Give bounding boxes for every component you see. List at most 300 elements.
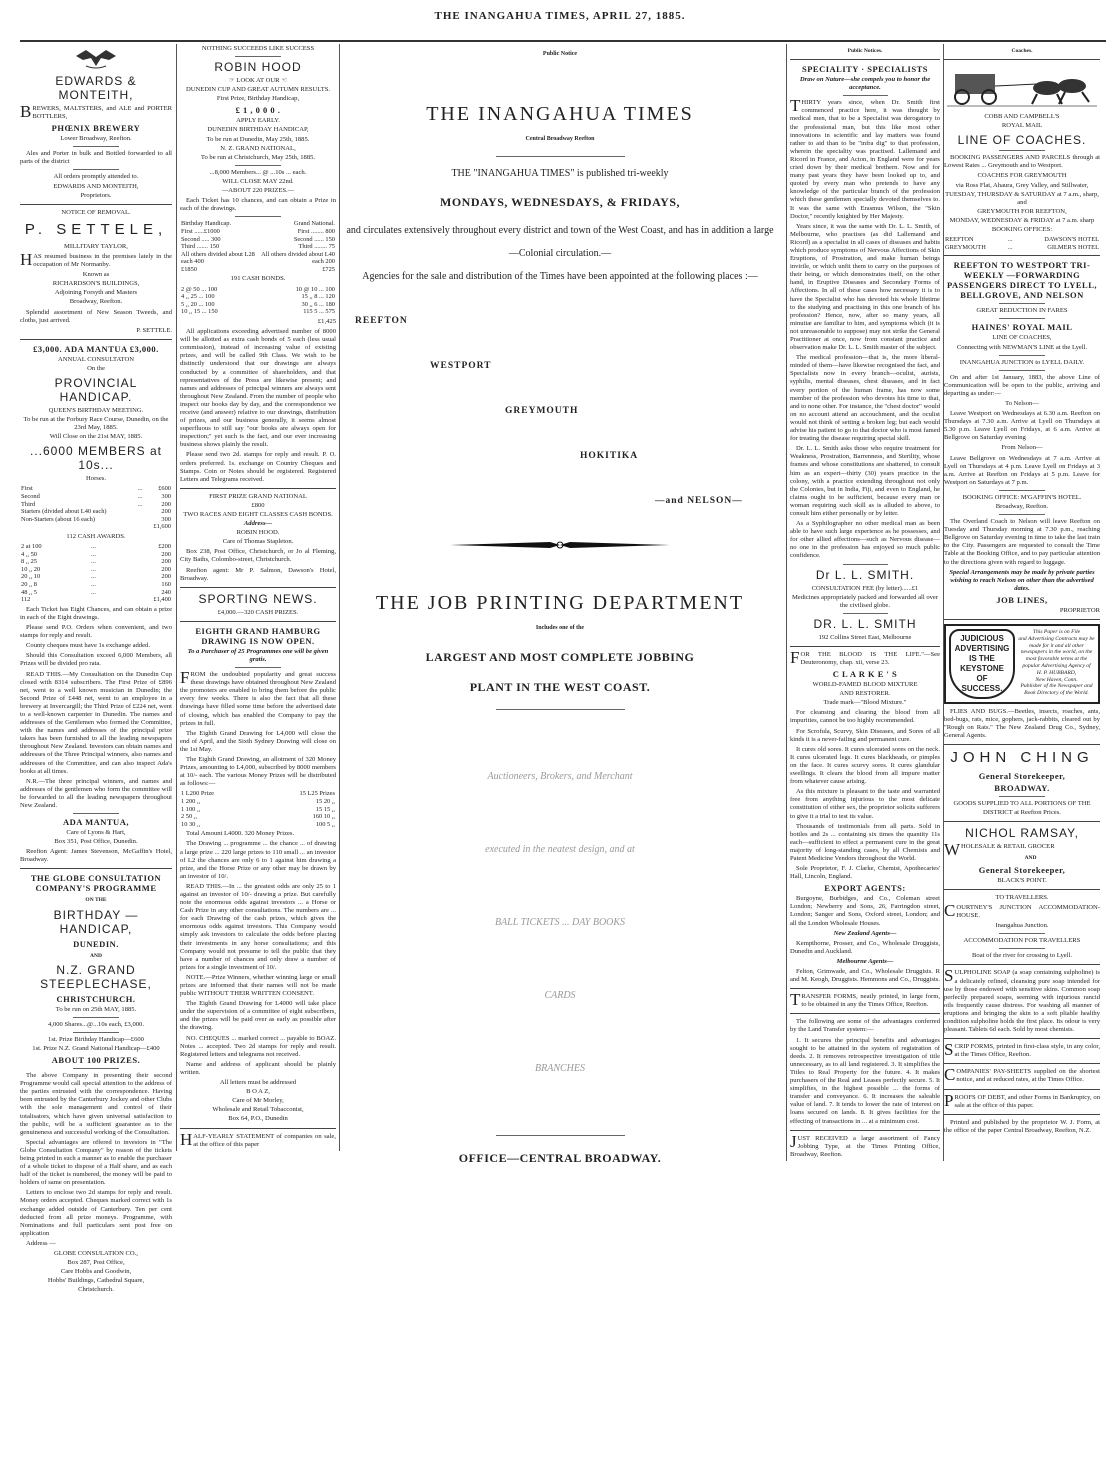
paragraph: As a Syphilographer no other medical man as been able to have such large experience as he possesses, and for other allied affections—such as Nervous disease—no one in the profession has enjoyed so much public confidence. xyxy=(790,520,940,560)
divider-rule xyxy=(73,169,119,170)
headline: THE INANGAHUA TIMES xyxy=(426,103,694,125)
centered-text: LINE OF COACHES, xyxy=(992,334,1052,342)
table-row xyxy=(180,266,336,274)
divider-rule xyxy=(496,156,625,157)
table-cell: 4 ,, 50 xyxy=(21,550,37,558)
centered-text: Hobbs' Buildings, Cathedral Square, xyxy=(47,1277,145,1285)
centered-text: 191 CASH BONDS. xyxy=(230,275,286,283)
paragraph: Reefton Agent: James Stevenson, McGaffin's Hotel, Broadway. xyxy=(20,848,172,864)
divider-rule xyxy=(944,1089,1100,1090)
centered-text: N. Z. GRAND NATIONAL, xyxy=(220,144,296,152)
centered-text: GLOBE CONSULATION CO., xyxy=(54,1250,138,1257)
centered-text: DUNEDIN CUP AND GREAT AUTUMN RESULTS. xyxy=(185,86,331,94)
display-headline: P. SETTELE, xyxy=(24,220,168,238)
centered-text: ☞ LOOK AT OUR ☜ xyxy=(228,77,288,85)
table-row xyxy=(180,806,336,814)
section-label: Public Notices. xyxy=(847,48,883,54)
table-row xyxy=(20,566,172,574)
agency-place: REEFTON xyxy=(355,316,408,326)
paragraph: NO. CHEQUES ... marked correct ... payable to BOAZ. Notes ... accepted. Two 2d stamps for reply and result. Registered letters and telegrams not received. xyxy=(180,1034,336,1058)
centered-text: THE "INANGAHUA TIMES" is published tri-weekly xyxy=(451,168,669,179)
headline: PROVINCIAL HANDICAP. xyxy=(54,375,138,404)
divider-rule xyxy=(843,564,888,565)
centered-text: B O A Z, xyxy=(246,1088,270,1096)
table-cell: 10 ,, 15 ... 150 xyxy=(181,308,218,316)
centered-text: Will Close on the 21st MAY, 1885. xyxy=(49,433,143,441)
centered-text: NOTICE OF REMOVAL. xyxy=(61,208,131,216)
table-row xyxy=(944,244,1100,252)
centered-text: Inangahua Junction. xyxy=(995,922,1049,930)
signature-line: £1,425 xyxy=(317,317,336,325)
table-cell: 100 5 ,, xyxy=(315,820,335,828)
paragraph: Splendid assortment of New Season Tweeds, and cloths, just arrived. xyxy=(20,308,172,324)
paragraph: The Eighth Grand Drawing for L4000 will take place under the supervision of a committee of eight subscribers, and the prizes will be paid over as early as possible after the drawing. xyxy=(180,1000,336,1032)
centered-text: EDWARDS AND MONTEITH, xyxy=(53,182,139,190)
divider-rule xyxy=(20,204,172,205)
centered-text: On the xyxy=(87,364,105,372)
centered-text: FIRST PRIZE GRAND NATIONAL xyxy=(209,492,307,500)
centered-text: £800 xyxy=(251,501,265,509)
section-label: AND xyxy=(90,952,102,959)
centered-text: Horses. xyxy=(86,475,106,483)
table-row xyxy=(20,581,172,589)
paragraph: Each Ticket has 10 chances, and can obtain a Prize in each of the drawings. xyxy=(180,197,336,213)
table-row xyxy=(20,551,172,559)
centered-text: Care of Thomas Stapleton. xyxy=(222,538,294,546)
divider-rule xyxy=(843,95,888,96)
divider-rule xyxy=(999,948,1046,949)
headline: NICHOL RAMSAY, xyxy=(965,825,1079,840)
centered-text: Trade mark—"Blood Mixture." xyxy=(823,699,907,707)
signature-line: P. SETTELE. xyxy=(136,326,172,334)
table-row xyxy=(20,573,172,581)
table-cell: All others divided about L28 each 400 xyxy=(181,250,255,266)
table-cell: 2 @ 50 ... 100 xyxy=(181,285,218,293)
table-cell: ... xyxy=(1007,243,1013,251)
centered-text: —ABOUT 220 PRIZES.— xyxy=(221,187,295,195)
table-cell: 1 L200 Prize xyxy=(181,790,215,798)
centered-text: Boat of the river for crossing to Lyell. xyxy=(972,952,1072,960)
table-cell: Non-Starters (about 16 each) xyxy=(21,515,95,523)
table-cell: Third xyxy=(21,500,36,508)
centered-text: Known as xyxy=(82,271,110,279)
table-cell: 4 ,, 25 ... 100 xyxy=(181,293,215,301)
ornamental-divider xyxy=(345,540,775,550)
divider-rule xyxy=(944,59,1100,60)
faded-text: Auctioneers, Brokers, and Merchant xyxy=(487,771,633,782)
table-row xyxy=(20,516,172,524)
paragraph: N.R.—The three principal winners, and names and addresses of the gentlemen who form the committee will be forwarded to all the leading newspapers throughout New Zealand. xyxy=(20,777,172,809)
table-cell: £1,600 xyxy=(153,523,171,531)
centered-text: GOODS SUPPLIED TO ALL PORTIONS OF THE DISTRICT at Reefton Prices. xyxy=(953,800,1091,816)
paragraph: The Overland Coach to Nelson will leave Reefton on Tuesday and Thursday morning at 7.30 p.m., reaching Bellgrove on Saturday evening in time to take the last train to the City. Passengers are requested to consult the Time Table at the Booking Office, and to pay particular attention to the directions given with regard to luggage. xyxy=(944,518,1100,566)
centered-text: via Ross Flat, Ahaura, Grey Valley, and Stillwater, xyxy=(955,181,1089,189)
paragraph-dropcap: HAS resumed business in the premises lately in the occupation of Mr Normanby. xyxy=(20,249,172,269)
table-row xyxy=(180,798,336,806)
centered-text: CONSULTATION FEE (by letter)......£1 xyxy=(811,584,919,592)
paragraph: The medical profession—that is, the more liberal-minded of them—have likewise recognised the fact, and Specialists now in every branch—oculist, aurists, syphilis, mental diseases, chest diseases, and in fact every portion of the human frame, has now some member of the profession who devotes his time to that, and to none other. For instance, the "chest doctor" would on no account attend an accouchment, and the oculist would not think of setting a broken leg; but each would advise his patient to go to that doctor who is most famed for treating the disease requiring special skill. xyxy=(790,354,940,443)
table-row xyxy=(20,589,172,597)
table-cell: Birthday Handicap. xyxy=(181,220,232,228)
paragraph-dropcap: FOR THE BLOOD IS THE LIFE."—See Deuteronomy, chap. xii, verse 23. xyxy=(790,647,940,667)
table-cell: ... xyxy=(91,558,96,566)
divider-rule xyxy=(20,868,172,869)
headline: ROBIN HOOD xyxy=(214,60,302,75)
table-cell: 240 xyxy=(161,588,171,596)
table-cell: 5 ,, 20 ... 100 xyxy=(181,300,215,308)
centered-text: To be run on 25th MAY, 1885. xyxy=(55,1005,137,1013)
prize-table xyxy=(20,485,172,531)
table-cell: 200 xyxy=(161,508,171,516)
section-label: Includes one of the xyxy=(535,625,585,631)
table-cell: 112 xyxy=(21,596,31,604)
section-label: ON THE xyxy=(85,897,107,904)
table-row xyxy=(180,821,336,829)
centered-text: 1st. Prize Birthday Handicap—£600 xyxy=(48,1035,144,1043)
table-cell: 15 ,, 8 ... 120 xyxy=(301,293,335,301)
prize-table xyxy=(180,220,336,273)
divider-rule xyxy=(999,370,1046,371)
headline: Dr L. L. SMITH. xyxy=(815,567,915,582)
paragraph: Address — xyxy=(26,1239,56,1247)
divider-rule xyxy=(235,56,282,57)
column-center-notice xyxy=(345,44,775,1180)
divider-rule xyxy=(235,667,282,668)
table-cell: Second xyxy=(21,493,40,501)
paragraph: Dr. L. L. Smith asks those who require treatment for Weakness, Prostration, Barrenness, and Sterility, whose frames and whose constitutions are shattered, to consult him as an expert—thirty (30) years practice in the colony, with a practice extending throughout not only the Colonies, but in India, Fiji, and even to England, he claims ought to be sufficient, because every man or woman requiring such skill as is alluded to above, to consult him either personally or by letter. xyxy=(790,445,940,517)
table-row xyxy=(20,558,172,566)
subheadline: General Storekeeper, xyxy=(978,771,1066,782)
table-cell: First ......£1000 xyxy=(181,227,220,235)
paragraph: Special advantages are offered to investors in "The Globe Consultation Company" by reason of the tickets being printed in such a manner as to enable the purchaser of a whole ticket to dispose of a Half share, and as each half of the ticket is numbered, the money will be paid to holders of same on presentation. xyxy=(20,1138,172,1187)
table-row xyxy=(944,236,1100,244)
centered-text: MONDAY, WEDNESDAY & FRIDAY at 7 a.m. sharp xyxy=(949,216,1095,224)
divider-rule xyxy=(790,1130,940,1131)
table-cell xyxy=(20,523,137,531)
ad-line: OF xyxy=(976,674,988,684)
masthead-rule xyxy=(20,40,1106,42)
centered-text: To Nelson— xyxy=(1005,399,1039,407)
faded-text: executed in the neatest design, and at xyxy=(485,844,635,855)
table-cell xyxy=(137,508,146,516)
centered-text: To be run at the Forbury Race Course, Dunedin, on the 23rd May, 1885. xyxy=(23,416,169,432)
centered-text: RICHARDSON'S BUILDINGS, xyxy=(52,280,140,288)
table-cell: Third ........ 75 xyxy=(298,243,335,251)
divider-rule xyxy=(999,514,1046,515)
table-cell: 200 xyxy=(161,500,171,508)
paragraph: Each Ticket has Eight Chances, and can obtain a prize in each of the Eight drawings. xyxy=(20,605,172,621)
table-row xyxy=(180,251,336,266)
table-row xyxy=(180,301,336,309)
centered-text: All letters must be addressed xyxy=(219,1079,297,1087)
centered-text: ROBIN HOOD. xyxy=(236,529,280,537)
centered-text: INANGAHUA JUNCTION to LYELL DAILY. xyxy=(959,358,1085,366)
divider-rule xyxy=(999,150,1046,151)
paragraph-dropcap: SCRIP FORMS, printed in first-class style, in any color, at the Times Office, Reefton. xyxy=(944,1040,1100,1060)
table-row xyxy=(20,543,172,551)
table-cell: Starters (divided about L40 each) xyxy=(21,508,107,516)
table-cell: 200 xyxy=(161,573,171,581)
divider-rule xyxy=(843,613,888,614)
prize-table xyxy=(20,543,172,604)
table-cell: 10 @ 10 ... 100 xyxy=(295,285,335,293)
table-cell: ... xyxy=(1007,236,1013,244)
italic-text: Special Arrangements may be made by private parties wishing to reach Nelson on other than the advertised dates. xyxy=(949,568,1095,592)
table-cell: 2 at 100 xyxy=(21,543,42,551)
table-cell: Third ....... 150 xyxy=(181,243,220,251)
centered-text: Connecting with NEWMAN'S LINE at the Lyell. xyxy=(956,343,1088,351)
table-row xyxy=(180,243,336,251)
agency-place: —and NELSON— xyxy=(655,496,743,506)
paragraph: It cures old sores. It cures ulcerated sores on the neck. It cures ulcerated legs. It cures blackheads, or pimples on the face. It cures scurvy sores. It cures glandular swellings. It clears the blood from all impure matter from whatever cause arising. xyxy=(790,745,940,786)
ad-line: IS THE xyxy=(969,654,995,664)
table-cell: ... xyxy=(91,543,96,551)
prize-table xyxy=(944,236,1100,251)
table-cell: 8 ,, 25 xyxy=(21,558,37,566)
paragraph: Felton, Grimwade, and Co., Wholesale Druggists. R and M. Keogh, Druggists. Hemmons and Co., Druggists. xyxy=(790,968,941,984)
centered-text: 1st. Prize N.Z. Grand National Handicap—£400 xyxy=(32,1044,160,1052)
headline: LINE OF COACHES. xyxy=(957,133,1087,148)
table-cell: 200 xyxy=(161,550,171,558)
paragraph: Printed and published by the proprietor W. J. Form, at the office of the paper Central Broadway, Reefton, N.Z. xyxy=(944,1118,1100,1134)
paragraph: For Scrofula, Scurvy, Skin Diseases, and Sores of all kinds it is a never-failing and permanent cure. xyxy=(790,727,940,743)
paragraph: For cleansing and clearing the blood from all impurities, cannot be too highly recommended. xyxy=(790,709,940,725)
table-cell: ... xyxy=(91,581,96,589)
centered-text: TWO RACES AND EIGHT CLASSES CASH BONDS. xyxy=(183,511,333,518)
subheadline: SPECIALITY · SPECIALISTS xyxy=(801,64,928,75)
divider-rule xyxy=(944,619,1100,620)
divider-rule xyxy=(944,889,1100,890)
divider-rule xyxy=(180,1128,336,1129)
paragraph: Kempthorne, Prosser, and Co., Wholesale Druggists, Dunedin and Auckland. xyxy=(790,939,940,955)
divider-rule xyxy=(944,744,1100,745)
table-cell: 20 ,, 8 xyxy=(21,581,37,589)
subheadline: PHŒNIX BREWERY xyxy=(51,123,141,134)
divider-rule xyxy=(73,146,119,147)
paragraph: The Eighth Grand Drawing for L4,000 will close the end of April, and the Sixth Sydney Drawing will close on the 1st May. xyxy=(180,729,336,753)
paragraph-dropcap: PROOFS OF DEBT, and other Forms in Bankruptcy, on sale at the office of this paper. xyxy=(944,1090,1100,1110)
divider-rule xyxy=(944,255,1100,256)
table-cell: 160 xyxy=(161,581,171,589)
centered-text: Medicines appropriately packed and forwarded all over the civilised globe. xyxy=(791,593,939,609)
centered-text: Care of Lyons & Hart, xyxy=(66,829,126,837)
table-row xyxy=(180,790,336,798)
eagle-emblem-illustration xyxy=(20,48,172,70)
centered-text: 192 Collins Street East, Melbourne xyxy=(818,633,912,641)
centered-text: Box 64, P.O., Dunedin xyxy=(228,1115,288,1123)
paragraph: Ales and Porter in bulk and Bottled forwarded to all parts of the district xyxy=(20,150,172,166)
centered-text: Broadway, Reefton. xyxy=(995,503,1049,510)
centered-text: ANNUAL CONSULTATON xyxy=(58,355,134,363)
divider-rule xyxy=(999,303,1046,304)
centered-text: TUESDAY, THURSDAY & SATURDAY at 7 a.m., sharp, and xyxy=(945,190,1099,206)
subheadline: £3,000. ADA MANTUA £3,000. xyxy=(33,343,159,354)
subheadline: HAINES' ROYAL MAIL xyxy=(971,322,1073,333)
paragraph: Years since, it was the same with Dr. L. L. Smith, of Melbourne, who practises (as did Lallemand and Ricord) as a specialist in all cases of diseases and habits which produce symptoms of Nervous Affections of Skin Eruptions, of Prostration, and make human beings invirile, or which unfit them to carry on the purposes of their being, or which demonstrates itself, on the other hand, in Eruptive Diseases and Secondary Forms of Affections. In all of these cases how necessary it is to have the Specialist who has devoted his whole lifetime to the studying and practising in this one branch of his profession? Hence, now, after so many years, all minutiæ are familiar to him, and symptoms which (it is not unreasonable to suppose) may not strike the General Practitioner at once, now from constant practice and observation make Dr. L. L. Smith master of the subject. xyxy=(790,222,940,352)
centered-text: Lower Broadway, Reefton. xyxy=(60,135,132,143)
paragraph: 1. It secures the principal benefits and advantages sought to be attained in the system of registration of deeds. 2. It removes retrospective investigation of title unnecessary, as to all land registered. 3. It simplifies the Titles to Real Property for the future. 4. It makes purchasers of the Real and Leases perfectly secure. 5. It simplifies, in the highest possible ... the forms of transfer and conveyance. 6. It increases the saleable value of land. 7. It tends to lower the rate of interest on loans secured on lands. 8. It gives facilities for the effecting of transactions in ... at a minimum cost. xyxy=(790,1036,940,1125)
table-cell: 10 ,, 20 xyxy=(21,565,41,573)
paragraph: FLIES AND BUGS.—Beetles, insects, roaches, ants, bed-bugs, rats, mice, gophers, jack-rabbits, cleared out by "Rough on Rats." The New Zealand Drug Co., Sydney, General Agents. xyxy=(944,708,1100,740)
table-cell: Second ..... 300 xyxy=(181,235,221,243)
divider-rule xyxy=(944,964,1100,965)
subheadline: PLANT IN THE WEST COAST. xyxy=(469,680,651,694)
paragraph: BOOKING PASSENGERS AND PARCELS through at Lowest Rates ... Greymouth and to Westport. xyxy=(944,154,1100,170)
subheadline: General Storekeeper, xyxy=(978,864,1066,875)
table-cell: £200 xyxy=(158,543,171,551)
divider-rule xyxy=(235,216,282,217)
table-cell: GREYMOUTH xyxy=(945,243,986,251)
ad-line: SUCCESS. xyxy=(961,684,1003,694)
subheadline: ADA MANTUA, xyxy=(63,817,129,828)
paragraph: As this mixture is pleasant to the taste and warranted free from anything injurious to the most delicate constitution of either sex, the proprietor solicits sufferers to give it a trial to test its value. xyxy=(790,788,940,820)
table-cell: GILMER'S HOTEL xyxy=(1047,243,1099,251)
subheadline: ABOUT 100 PRIZES. xyxy=(51,1055,141,1066)
table-cell: DAWSON'S HOTEL xyxy=(1044,236,1099,244)
divider-rule xyxy=(73,813,119,814)
table-row xyxy=(20,493,172,501)
subheadline: DUNEDIN. xyxy=(73,938,119,949)
subheadline: £ 1 , 0 0 0 . xyxy=(235,105,281,116)
table-row xyxy=(20,508,172,516)
table-cell: 1 200 ,, xyxy=(181,797,201,805)
divider-rule xyxy=(790,59,940,60)
centered-text: ACCOMMODATION FOR TRAVELLERS xyxy=(963,937,1081,945)
paragraph-dropcap: SULPHOLINE SOAP (a soap containing sulpholine) is a delicately refined, cleansing pure soap intended for use by those endowed with sensitive skins. Common soap perfectly prepared soaps, seeming with injurious rancid oils frequently cause distress. For washing all manner of eruptions and bringing the skin to a soft pliable healthy condition sulpholine holds the first place. Its odour is very pleasant. Tablets 6d each. Sold by most chemists. xyxy=(944,966,1100,1034)
centered-text: To be run at Christchurch, May 25th, 1885. xyxy=(200,153,316,161)
divider-rule xyxy=(999,490,1046,491)
faded-text: CARDS xyxy=(544,990,576,1001)
divider-rule xyxy=(790,988,940,989)
column-1 xyxy=(20,44,172,1295)
paragraph: Reefton agent: Mr P. Salmon, Dawson's Hotel, Broadway. xyxy=(180,566,336,582)
section-label: Public Notice xyxy=(542,51,578,57)
divider-rule xyxy=(944,1038,1100,1039)
divider-rule xyxy=(20,339,172,340)
table-cell: £1850 xyxy=(181,265,197,273)
centered-text: To be run at Dunedin, May 25th, 1885. xyxy=(206,135,310,143)
divider-rule xyxy=(180,488,336,489)
ad-line: This Paper is on File xyxy=(1032,629,1081,636)
divider-rule xyxy=(944,1063,1100,1064)
table-cell: 115 5 ... 575 xyxy=(303,308,335,316)
table-cell: First ........ 800 xyxy=(297,227,335,235)
divider-rule xyxy=(235,165,282,166)
paragraph: Please send P.O. Orders when convenient, and two stamps for reply and result. xyxy=(20,624,172,640)
prize-table xyxy=(180,286,336,316)
headline: DR. L. L. SMITH xyxy=(813,616,917,631)
paragraph: Name and address of applicant should be plainly written. xyxy=(180,1060,336,1076)
table-cell: First xyxy=(21,485,33,493)
paragraph: The Drawing ... programme ... the chance ... of drawing a large prize ... 220 large prizes to 110 small ... an investor of L2 the chances are only 6 to 1 against him drawing a prize, and the Horse Prize or any other may be drawn by an investor of 10/. xyxy=(180,840,336,880)
stagecoach-illustration xyxy=(944,64,1100,109)
divider-rule xyxy=(790,646,940,647)
newspaper-masthead: THE INANGAHUA TIMES, APRIL 27, 1885. xyxy=(434,10,686,22)
paragraph-dropcap: HALF-YEARLY STATEMENT of companies on sale, at the office of this paper xyxy=(180,1129,336,1149)
subheadline: JOB LINES, xyxy=(996,594,1048,605)
agency-place: HOKITIKA xyxy=(580,451,639,461)
ad-right-panel xyxy=(1018,629,1095,699)
ad-left-panel xyxy=(949,629,1015,699)
paragraph-dropcap: BREWERS, MALTSTERS, and ALE and PORTER BOTTLERS, xyxy=(20,102,172,121)
display-headline: JOHN CHING xyxy=(950,749,1094,767)
table-row xyxy=(180,308,336,316)
table-cell: £725 xyxy=(322,265,335,273)
table-cell: ... xyxy=(137,493,143,501)
centered-text: —Colonial circulation.— xyxy=(508,248,612,259)
divider-rule xyxy=(999,318,1046,319)
column-5 xyxy=(944,44,1100,1137)
paragraph: Letters to enclose two 2d stamps for reply and result. Money orders accepted. Cheques marked correct with 1s exchange added outside of Canterbury. Ten per cent deducted from all prize moneys. Programme, with Nominations and full particulars sent post free on application xyxy=(20,1189,172,1237)
centered-text: Christchurch. xyxy=(78,1286,114,1294)
table-cell: 300 xyxy=(161,493,171,501)
table-cell: 10 30 ,, xyxy=(181,820,201,828)
table-cell: ... xyxy=(91,565,96,573)
divider-rule xyxy=(496,709,625,710)
table-cell: ... xyxy=(91,573,96,581)
divider-rule xyxy=(999,355,1046,356)
divider-rule xyxy=(944,821,1100,822)
centered-text: Box 287, Post Office, xyxy=(67,1259,125,1267)
italic-text: To a Purchaser of 25 Programmes one will be given gratis. xyxy=(187,647,329,663)
table-cell xyxy=(137,523,146,531)
subheadline: REEFTON TO WESTPORT TRI-WEEKLY —FORWARDING PASSENGERS DIRECT TO LYELL, BELLGROVE, AND NELSON xyxy=(946,260,1098,301)
table-row xyxy=(180,813,336,821)
paragraph-dropcap: FROM the undoubted popularity and great success these drawings have obtained throughout New Zealand the promoters are enabled to bring them before the public every few weeks. There is also the fact that all these drawings have filled some time before the advertised date of closing, which has enabled the Company to pay the prizes in full. xyxy=(180,668,336,727)
centered-text: ROYAL MAIL xyxy=(1001,122,1043,130)
subheadline: CHRISTCHURCH. xyxy=(56,993,136,1004)
subheadline: C L A R K E ' S xyxy=(832,669,898,680)
paragraph-dropcap: COURTNEY'S JUNCTION ACCOMMODATION-HOUSE. xyxy=(944,900,1100,920)
table-cell: 200 xyxy=(161,565,171,573)
divider-rule xyxy=(999,796,1046,797)
table-cell xyxy=(90,596,111,604)
centered-text: Broadway, Reefton. xyxy=(69,298,123,306)
ad-line: Publisher of the Newspaper and Book Directory of the World. xyxy=(1020,683,1093,697)
table-cell: 30 ,, 6 ... 180 xyxy=(301,300,335,308)
table-row xyxy=(180,286,336,294)
agency-place: GREYMOUTH xyxy=(505,406,579,416)
paragraph: Total Amount L4000. 320 Money Prizes. xyxy=(186,830,295,838)
ad-line: KEYSTONE xyxy=(960,664,1004,674)
table-cell: 160 10 ,, xyxy=(312,813,335,821)
ad-line: ADVERTISING xyxy=(954,644,1010,654)
subheadline: MONDAYS, WEDNESDAYS, & FRIDAYS, xyxy=(440,195,680,209)
paragraph: The Eighth Grand Drawing, an allotment of 320 Money Prizes, amounting to L4,000, subscribed by 8000 members at 10/- each. The various Money Prizes will be distributed as follows:— xyxy=(180,755,336,788)
paragraph: Thousands of testimonials from all parts. Sold in bottles and 2s ... containing six times the quantity 11s each—sufficient to effect a permanent cure in the great majority of long-standing cases, by all Chemists and Patent Medicine Vendors throughout the World. xyxy=(790,822,940,862)
table-cell: 15 20 ,, xyxy=(315,797,335,805)
table-row xyxy=(180,293,336,301)
table-row xyxy=(180,236,336,244)
paragraph: All applications exceeding advertised number of 8000 will be allotted as extra cash bonds of 5 each (less usual commission), instead of increasing value of existing prizes, and will be called 9th Class. We wish to be distinctly understood that our drawings are always conducted by a committee of shareholders, and that representatives of the Press are likewise present; and names and addresses of principal winners are always sent throughout New Zealand. From the number of people who inspect our books day by day, and the correspondence we receive (and answer) relative to our drawings, distribution of prizes, and our business generally, it seems almost superfluous to still say "our books are always open for inspection;" yet such is the fact, and our ever increasing business shows plainly the result. xyxy=(180,328,336,449)
table-cell: 15 L25 Prizes xyxy=(299,790,335,798)
ad-line: H. P. HUBBARD, xyxy=(1036,669,1077,676)
centered-text: and circulates extensively throughout every district and town of the West Coast, and has in addition a large xyxy=(346,225,774,236)
headline: SPORTING NEWS. xyxy=(198,591,318,606)
table-cell: 2 50 ,, xyxy=(181,813,197,821)
centered-text: BOOKING OFFICE: M'GAFFIN'S HOTEL. xyxy=(962,493,1082,501)
table-cell: REEFTON xyxy=(945,236,974,244)
table-cell: ... xyxy=(137,500,143,508)
headline: ...6000 MEMBERS at 10s... xyxy=(29,444,163,473)
centered-text: WILL CLOSE MAY 22nd. xyxy=(222,177,294,185)
column-4 xyxy=(786,44,944,1161)
italic-text: Address— xyxy=(243,520,273,528)
paragraph: On and after 1st January, 1883, the above Line of Communication will be open to the public, arriving and departing as under:— xyxy=(944,373,1100,397)
column-2 xyxy=(176,44,340,1151)
centered-text: MILLITARY TAYLOR, xyxy=(64,242,128,250)
table-cell: 300 xyxy=(161,515,171,523)
